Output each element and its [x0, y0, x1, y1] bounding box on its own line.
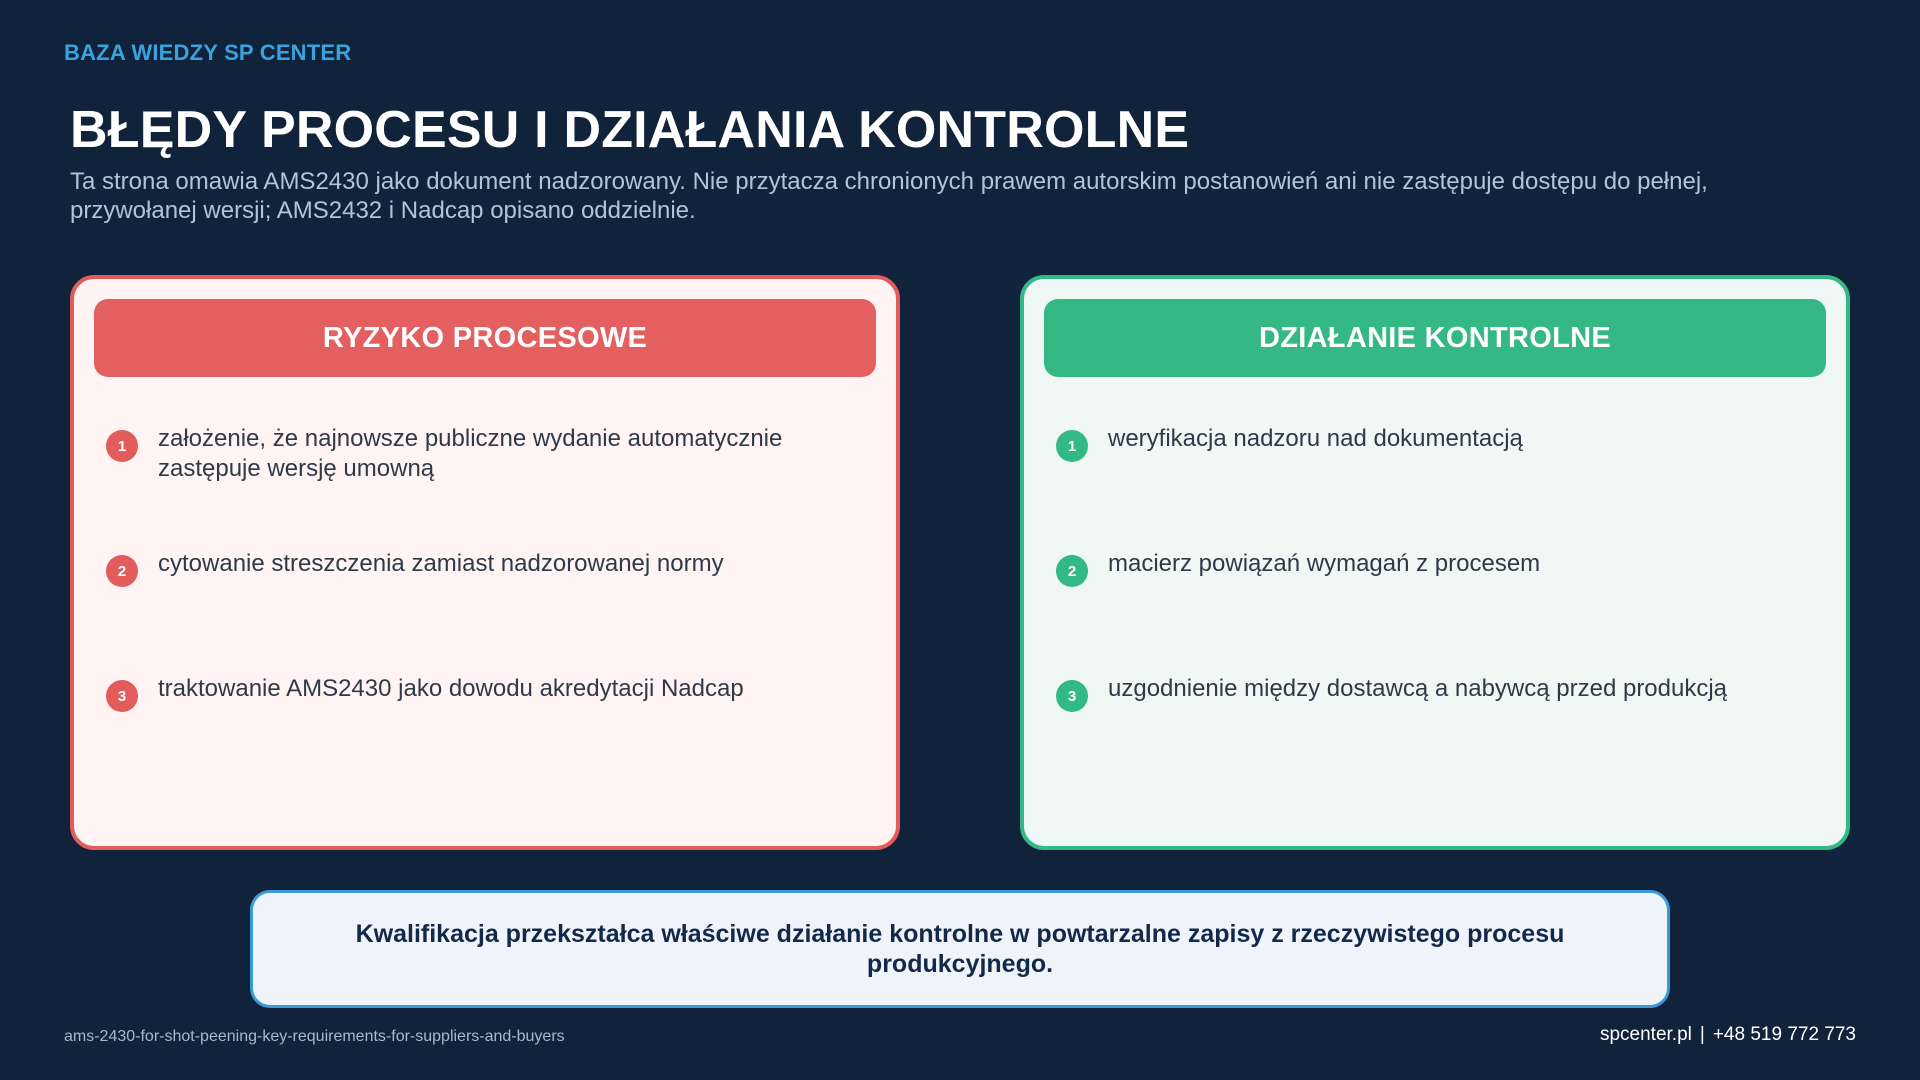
control-item-text: weryfikacja nadzoru nad dokumentacją — [1108, 425, 1523, 452]
footer-contact — [1600, 1024, 1856, 1046]
control-card — [1020, 275, 1850, 850]
control-item — [1056, 424, 1816, 549]
footer-slug: ams-2430-for-shot-peening-key-requirements-for-suppliers-and-buyers — [64, 1028, 565, 1045]
page-subtitle: Ta strona omawia AMS2430 jako dokument nadzorowany. Nie przytacza chronionych prawem autorskim postanowień ani nie zastępuje dostępu do pełnej, przywołanej wersji; AMS2432 i Nadcap opisano oddzielnie. — [70, 168, 1708, 224]
risk-item-text: założenie, że najnowsze publiczne wydanie automatycznie zastępuje wersję umowną — [158, 425, 783, 482]
control-item-text: macierz powiązań wymagań z procesem — [1108, 550, 1541, 577]
control-item — [1056, 549, 1816, 674]
control-item-text: uzgodnienie między dostawcą a nabywcą przed produkcją — [1108, 675, 1728, 702]
control-item — [1056, 674, 1816, 799]
control-card-header: DZIAŁANIE KONTROLNE — [1044, 299, 1826, 377]
number-badge: 3 — [106, 680, 138, 712]
risk-item — [106, 424, 866, 549]
risk-item — [106, 549, 866, 674]
number-badge: 1 — [106, 430, 138, 462]
risk-item-text: traktowanie AMS2430 jako dowodu akredytacji Nadcap — [158, 675, 744, 702]
risk-item-text: cytowanie streszczenia zamiast nadzorowanej normy — [158, 550, 724, 577]
footer-phone: +48 519 772 773 — [1712, 1024, 1856, 1045]
number-badge: 3 — [1056, 680, 1088, 712]
footer-site: spcenter.pl — [1599, 1024, 1692, 1045]
risk-item — [106, 674, 866, 799]
page-title: BŁĘDY PROCESU I DZIAŁANIA KONTROLNE — [70, 101, 1190, 159]
number-badge: 2 — [1056, 555, 1088, 587]
risk-card — [70, 275, 900, 850]
kicker-label: BAZA WIEDZY SP CENTER — [64, 40, 352, 65]
number-badge: 2 — [106, 555, 138, 587]
control-list — [1056, 424, 1816, 799]
summary-callout: Kwalifikacja przekształca właściwe działanie kontrolne w powtarzalne zapisy z rzeczywistego procesu produkcyjnego. — [250, 890, 1670, 1008]
risk-list — [106, 424, 866, 799]
number-badge: 1 — [1056, 430, 1088, 462]
risk-card-header: RYZYKO PROCESOWE — [94, 299, 876, 377]
footer-separator: | — [1699, 1024, 1705, 1045]
